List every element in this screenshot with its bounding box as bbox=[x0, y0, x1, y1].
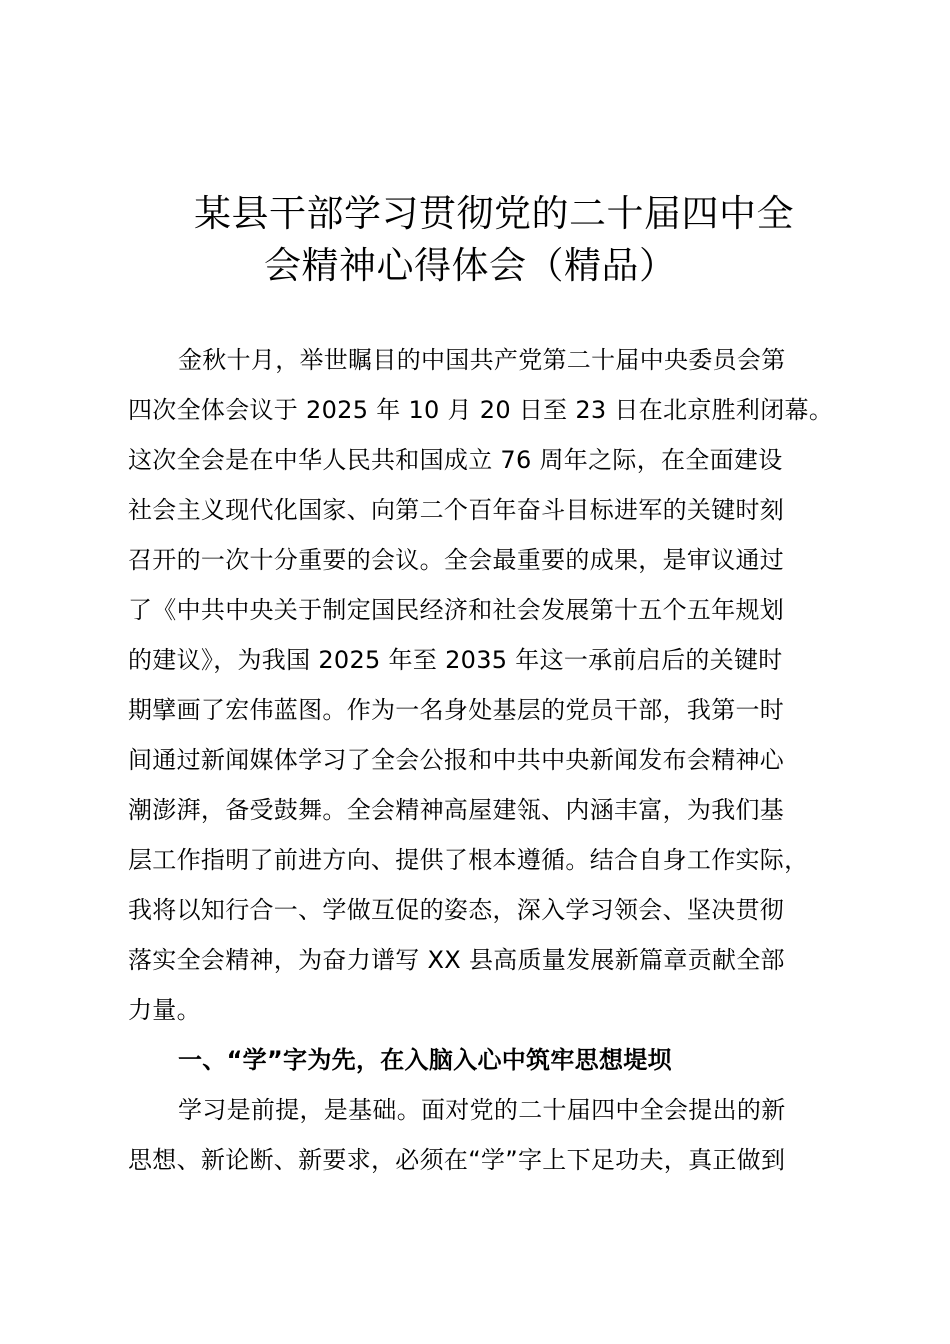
body-text-line: 思想、新论断、新要求，必须在“学”字上下足功夫，真正做到 bbox=[128, 1146, 786, 1174]
body-text-line: 间通过新闻媒体学习了全会公报和中共中央新闻发布会精神心 bbox=[128, 746, 785, 774]
body-text-line: 学习是前提，是基础。面对党的二十届四中全会提出的新 bbox=[178, 1096, 786, 1124]
body-text-line: 金秋十月，举世瞩目的中国共产党第二十届中央委员会第 bbox=[178, 346, 786, 374]
document-title-line-2: 会精神心得体会（精品） bbox=[264, 244, 677, 287]
document-title-line-1: 某县干部学习贯彻党的二十届四中全 bbox=[194, 192, 794, 235]
body-text-line: 落实全会精神，为奋力谱写 XX 县高质量发展新篇章贡献全部 bbox=[128, 946, 785, 974]
body-text-line: 层工作指明了前进方向、提供了根本遵循。结合自身工作实际， bbox=[128, 846, 809, 874]
body-text-line: 这次全会是在中华人民共和国成立 76 周年之际，在全面建设 bbox=[128, 446, 783, 474]
body-text-line: 我将以知行合一、学做互促的姿态，深入学习领会、坚决贯彻 bbox=[128, 896, 785, 924]
body-text-line: 潮澎湃，备受鼓舞。全会精神高屋建瓴、内涵丰富，为我们基 bbox=[128, 796, 785, 824]
body-text-line: 四次全体会议于 2025 年 10 月 20 日至 23 日在北京胜利闭幕。 bbox=[128, 396, 834, 424]
body-text-line: 期擘画了宏伟蓝图。作为一名身处基层的党员干部，我第一时 bbox=[128, 696, 785, 724]
body-text-line: 召开的一次十分重要的会议。全会最重要的成果，是审议通过 bbox=[128, 546, 785, 574]
section-heading: 一、“学”字为先，在入脑入心中筑牢思想堤坝 bbox=[178, 1046, 672, 1074]
body-text-line: 的建议》，为我国 2025 年至 2035 年这一承前启后的关键时 bbox=[128, 646, 783, 674]
body-text-line: 力量。 bbox=[128, 996, 201, 1024]
body-text-line: 社会主义现代化国家、向第二个百年奋斗目标进军的关键时刻 bbox=[128, 496, 785, 524]
body-text-line: 了《中共中央关于制定国民经济和社会发展第十五个五年规划 bbox=[128, 596, 785, 624]
